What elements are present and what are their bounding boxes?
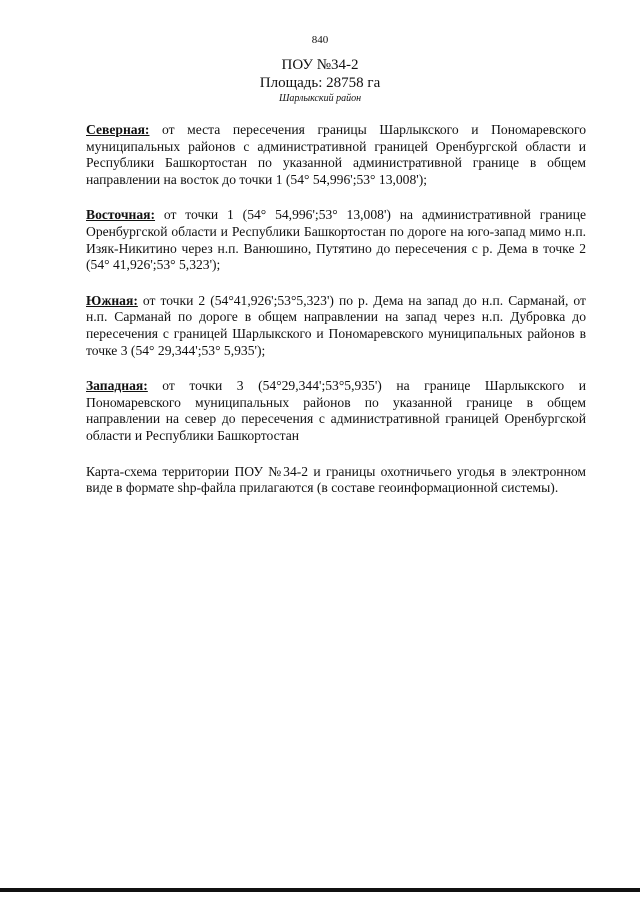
section-text-south: от точки 2 (54°41,926';53°5,323') по р. Дема на запад до н.п. Сарманай, от н.п. Сарманай по дороге в общем направлении на запад через н.п. Дубровка до пересечения с границей Шарлыкского и Пономаревского муниципальных районов в точке 3 (54° 29,344';53° 5,935'); (86, 292, 586, 358)
bottom-rule (0, 888, 640, 892)
section-heading-west: Западная: (86, 378, 148, 394)
document-body (86, 122, 586, 497)
document-header (0, 56, 640, 106)
section-east (86, 207, 586, 273)
section-heading-north: Северная: (86, 122, 150, 137)
area-line: Площадь: 28758 га (259, 75, 381, 91)
closing-paragraph: Карта-схема территории ПОУ №34-2 и границы охотничьего угодья в электронном виде в формате shp-файла прилагаются (в составе геоинформационной системы). (86, 463, 586, 496)
section-heading-south: Южная: (86, 292, 138, 308)
page-number: 840 (311, 34, 329, 46)
section-west (86, 378, 586, 444)
section-heading-east: Восточная: (86, 207, 156, 223)
section-text-north: от места пересечения границы Шарлыкского и Пономаревского муниципальных районов с административной границей Оренбургской области и Республики Башкортостан по указанной административной границе в общем направлении на восток до точки 1 (54° 54,996';53° 13,008'); (86, 122, 586, 187)
section-text-east: от точки 1 (54° 54,996';53° 13,008') на административной границе Оренбургской области и Республики Башкортостан по дороге на юго-запад мимо н.п. Изяк-Никитино через н.п. Ванюшино, Путятино до пересечения с р. Дема в точке 2 (54° 41,926';53° 5,323'); (86, 207, 586, 273)
section-text-west: от точки 3 (54°29,344';53°5,935') на границе Шарлыкского и Пономаревского муниципальных районов по указанной границе в общем направлении на север до пересечения с административной границей Оренбургской области и Республики Башкортостан (86, 378, 586, 443)
section-south (86, 293, 586, 359)
document-title: ПОУ №34-2 (281, 57, 359, 73)
section-north (86, 122, 586, 188)
district-line: Шарлыкский район (278, 93, 362, 104)
